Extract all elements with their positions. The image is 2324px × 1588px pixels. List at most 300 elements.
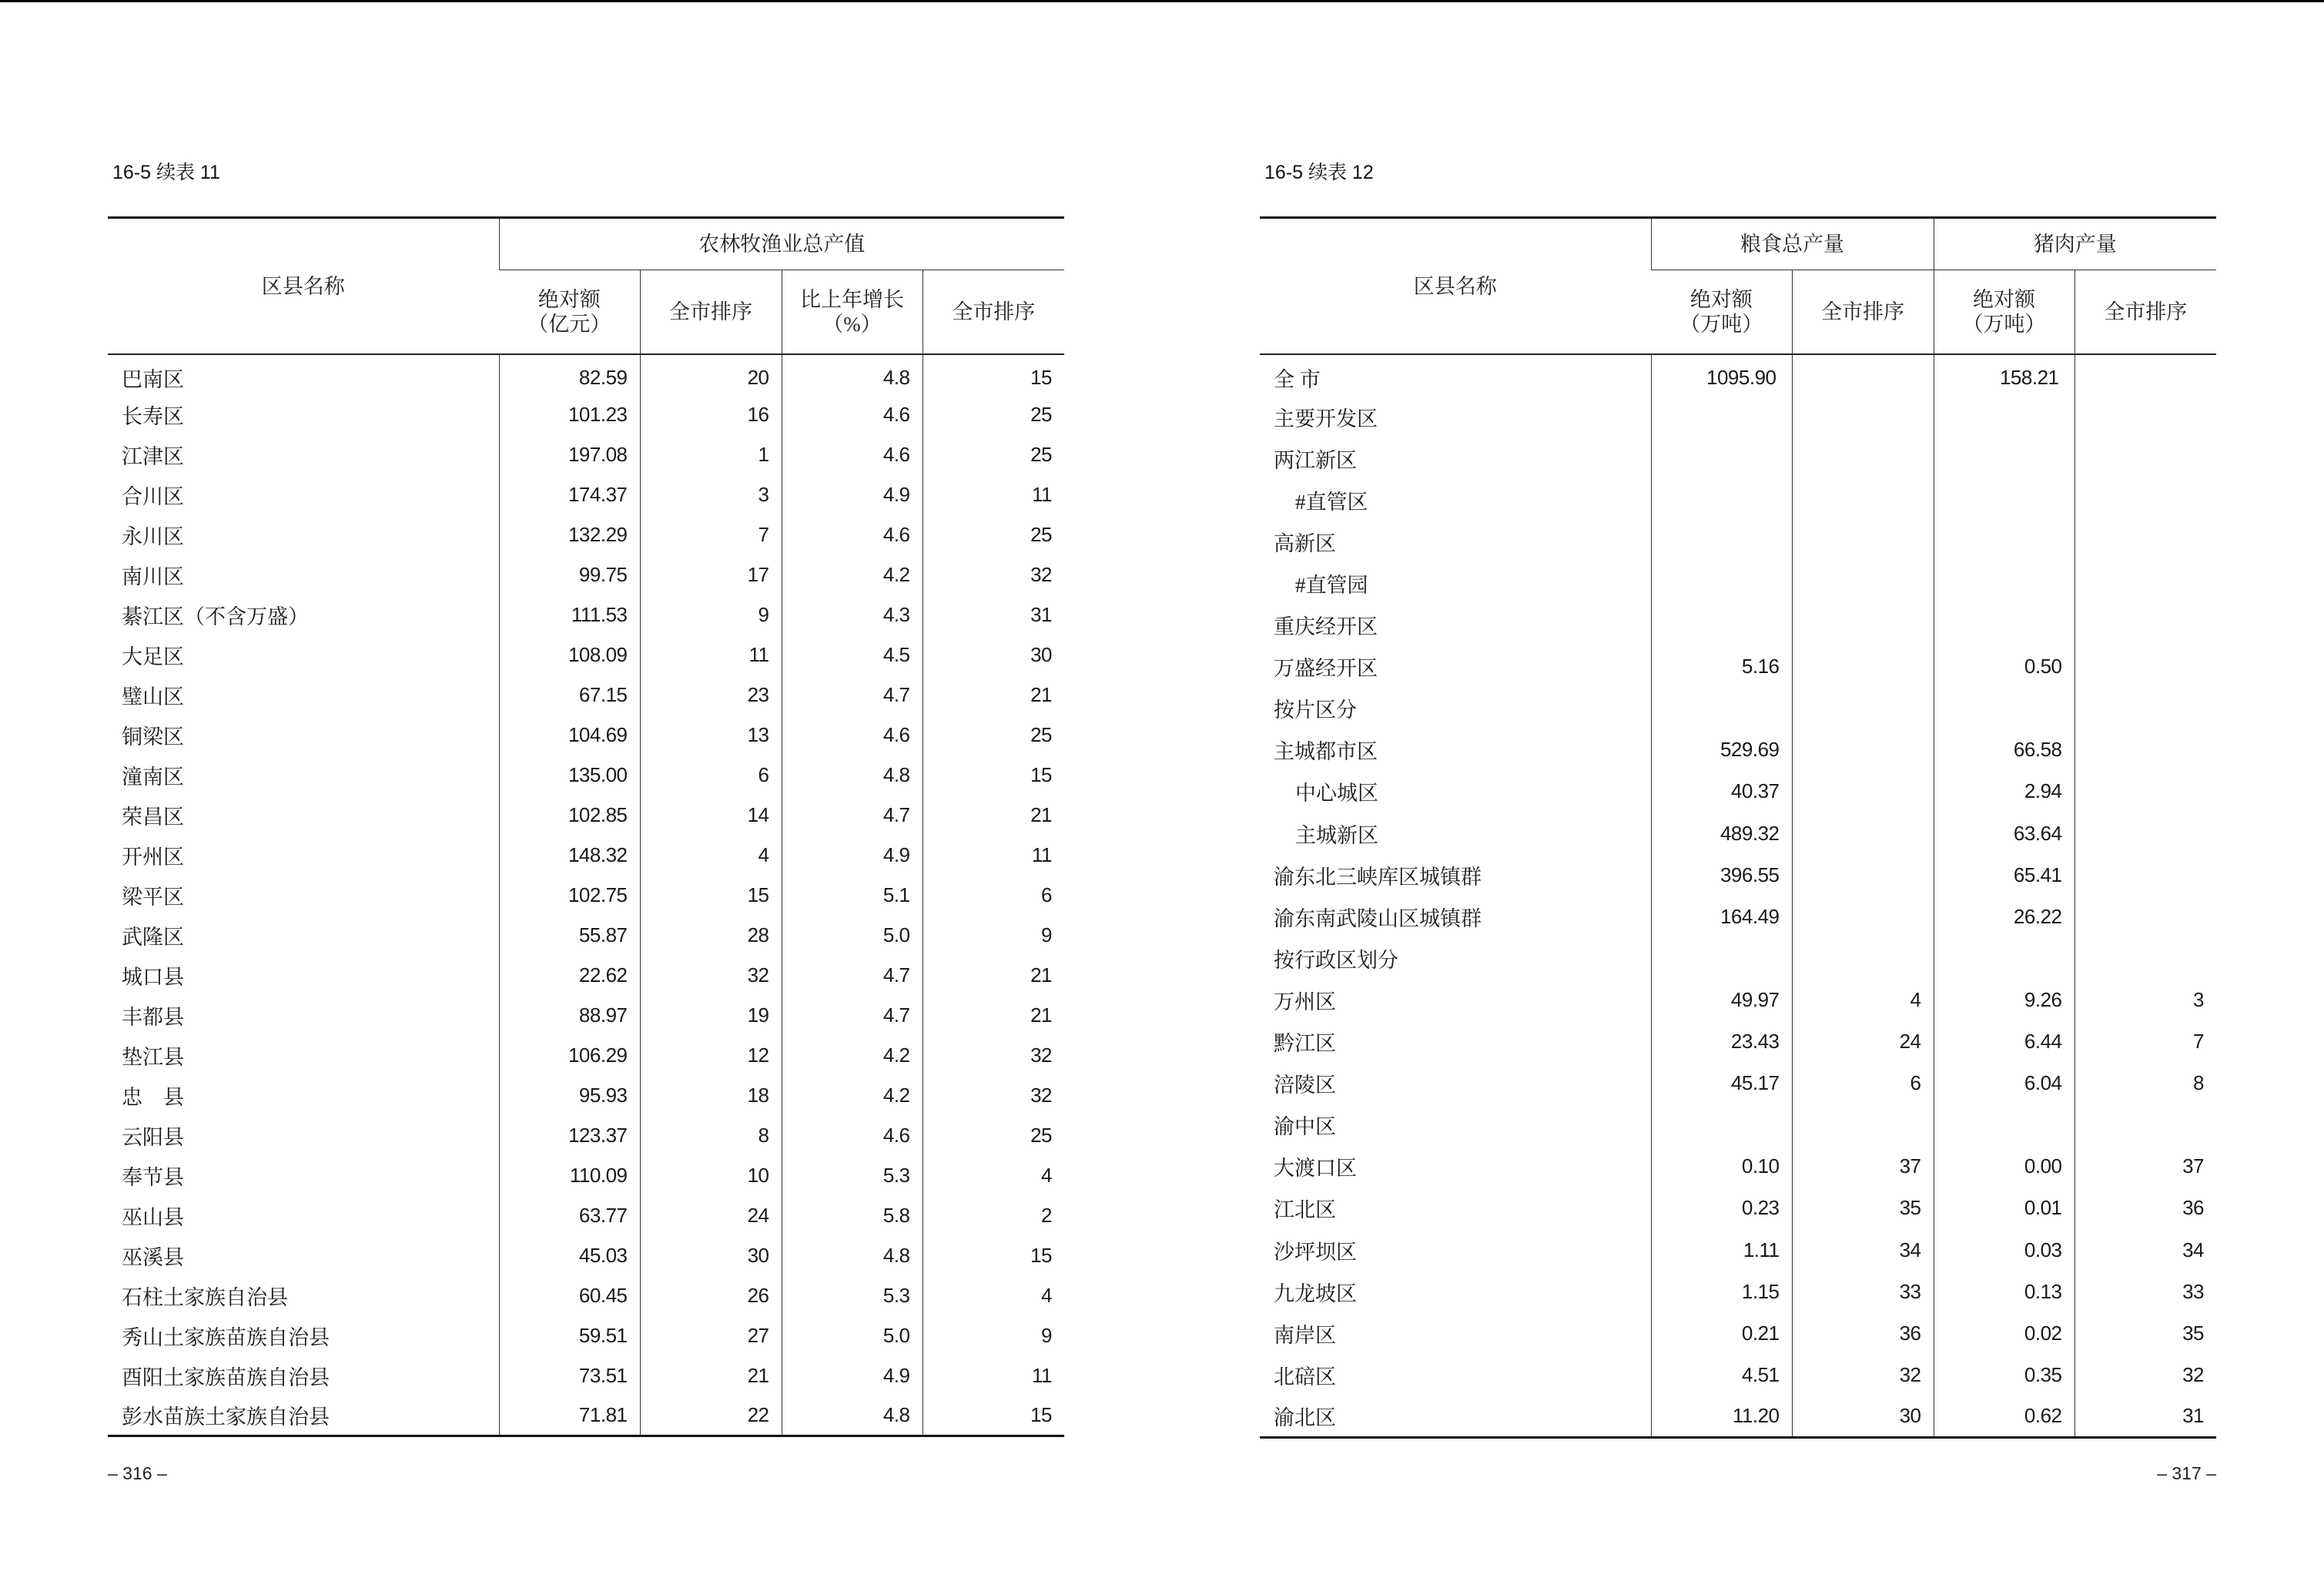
grain-output-cell — [1651, 479, 1792, 521]
table-row — [108, 434, 1064, 474]
district-name-cell: 渝东南武陵山区城镇群 — [1274, 906, 1482, 930]
district-name-cell: 大足区 — [122, 645, 184, 668]
growth-rank-cell: 15 — [923, 755, 1064, 795]
output-value-cell: 60.45 — [499, 1275, 640, 1315]
district-name-cell: 荣昌区 — [122, 805, 184, 829]
growth-rate-cell: 5.0 — [782, 915, 923, 955]
district-name-cell: 梁平区 — [122, 885, 184, 909]
output-value-cell: 110.09 — [499, 1155, 640, 1195]
table-row — [108, 635, 1064, 675]
grain-rank-cell — [1792, 1104, 1934, 1146]
grain-output-cell: 489.32 — [1651, 812, 1792, 854]
value-rank-cell: 32 — [640, 955, 782, 995]
table-row — [108, 835, 1064, 875]
value-rank-cell: 24 — [640, 1195, 782, 1235]
growth-rank-cell: 21 — [923, 795, 1064, 835]
value-rank-cell: 15 — [640, 875, 782, 915]
pork-rank-cell: 31 — [2075, 1395, 2216, 1437]
grain-output-cell: 45.17 — [1651, 1063, 1792, 1104]
pork-output-cell: 6.04 — [1934, 1063, 2075, 1104]
grain-output-cell: 164.49 — [1651, 896, 1792, 937]
column-header-absolute: 绝对额 （万吨） — [1934, 270, 2075, 355]
table-row — [1260, 1312, 2216, 1354]
output-value-cell: 59.51 — [499, 1315, 640, 1355]
pork-output-cell — [1934, 479, 2075, 521]
grain-output-cell: 40.37 — [1651, 771, 1792, 812]
grain-output-cell: 0.21 — [1651, 1312, 1792, 1354]
growth-rate-cell: 4.7 — [782, 995, 923, 1035]
growth-rate-cell: 4.9 — [782, 835, 923, 875]
district-name-cell: 按行政区划分 — [1274, 948, 1398, 972]
grain-output-cell: 396.55 — [1651, 854, 1792, 896]
district-name-cell: 奉节县 — [122, 1165, 184, 1189]
output-value-cell: 67.15 — [499, 675, 640, 715]
district-name-cell: 万盛经开区 — [1274, 657, 1378, 681]
growth-rank-cell: 9 — [923, 915, 1064, 955]
table-row — [1260, 771, 2216, 812]
grain-rank-cell — [1792, 605, 1934, 646]
pork-rank-cell — [2075, 771, 2216, 812]
pork-output-cell: 9.26 — [1934, 979, 2075, 1020]
growth-rate-cell: 4.2 — [782, 554, 923, 595]
value-rank-cell: 20 — [640, 354, 782, 394]
grain-output-cell: 1.15 — [1651, 1271, 1792, 1312]
value-rank-cell: 6 — [640, 755, 782, 795]
table-row — [1260, 937, 2216, 979]
table-row — [108, 795, 1064, 835]
output-value-cell: 132.29 — [499, 514, 640, 554]
value-rank-cell: 11 — [640, 635, 782, 675]
grain-output-cell — [1651, 437, 1792, 479]
value-rank-cell: 17 — [640, 554, 782, 595]
column-header-rank: 全市排序 — [640, 270, 782, 355]
output-value-cell: 95.93 — [499, 1075, 640, 1115]
district-name-cell: 大渡口区 — [1274, 1157, 1357, 1181]
district-name-cell: 合川区 — [122, 484, 184, 508]
grain-output-cell: 529.69 — [1651, 729, 1792, 771]
output-value-cell: 82.59 — [499, 354, 640, 394]
pork-output-cell: 6.44 — [1934, 1021, 2075, 1063]
district-name-cell: 南岸区 — [1274, 1323, 1336, 1347]
growth-rank-cell: 30 — [923, 635, 1064, 675]
grain-rank-cell — [1792, 479, 1934, 521]
district-name-cell: 江津区 — [122, 444, 184, 468]
table-row — [1260, 479, 2216, 521]
table-row — [108, 354, 1064, 394]
grain-output-cell: 1.11 — [1651, 1229, 1792, 1271]
grain-rank-cell — [1792, 396, 1934, 437]
growth-rank-cell: 4 — [923, 1155, 1064, 1195]
grain-output-cell: 4.51 — [1651, 1354, 1792, 1395]
column-group-header-grain: 粮食总产量 — [1651, 218, 1934, 270]
pork-output-cell: 0.02 — [1934, 1312, 2075, 1354]
pork-output-cell: 0.01 — [1934, 1188, 2075, 1229]
pork-rank-cell: 36 — [2075, 1188, 2216, 1229]
table-row — [108, 394, 1064, 434]
pork-output-cell: 0.13 — [1934, 1271, 2075, 1312]
value-rank-cell: 1 — [640, 434, 782, 474]
table-row — [1260, 1146, 2216, 1188]
table-row — [108, 595, 1064, 635]
pork-rank-cell: 3 — [2075, 979, 2216, 1020]
table-row — [108, 514, 1064, 554]
value-rank-cell: 28 — [640, 915, 782, 955]
district-name-cell: 主城新区 — [1295, 823, 1378, 847]
growth-rank-cell: 25 — [923, 514, 1064, 554]
pork-rank-cell: 33 — [2075, 1271, 2216, 1312]
table-row — [108, 474, 1064, 514]
value-rank-cell: 19 — [640, 995, 782, 1035]
district-name-cell: 主要开发区 — [1274, 407, 1378, 431]
district-name-cell: 渝北区 — [1274, 1406, 1336, 1430]
table-row — [108, 875, 1064, 915]
district-name-cell: 两江新区 — [1274, 448, 1357, 472]
output-value-cell: 73.51 — [499, 1355, 640, 1395]
growth-rate-cell: 4.5 — [782, 635, 923, 675]
grain-rank-cell: 36 — [1792, 1312, 1934, 1354]
growth-rank-cell: 31 — [923, 595, 1064, 635]
growth-rate-cell: 4.8 — [782, 755, 923, 795]
output-value-cell: 22.62 — [499, 955, 640, 995]
growth-rank-cell: 32 — [923, 1035, 1064, 1075]
district-name-cell: 长寿区 — [122, 404, 184, 428]
grain-rank-cell — [1792, 896, 1934, 937]
output-value-cell: 148.32 — [499, 835, 640, 875]
grain-output-cell: 0.10 — [1651, 1146, 1792, 1188]
pork-output-cell — [1934, 688, 2075, 729]
growth-rate-cell: 4.6 — [782, 1115, 923, 1155]
pork-rank-cell — [2075, 562, 2216, 604]
growth-rate-cell: 4.7 — [782, 795, 923, 835]
column-group-header: 农林牧渔业总产值 — [499, 218, 1064, 270]
growth-rank-cell: 15 — [923, 354, 1064, 394]
output-value-cell: 101.23 — [499, 394, 640, 434]
district-name-cell: 酉阳土家族苗族自治县 — [122, 1365, 330, 1389]
output-value-cell: 104.69 — [499, 715, 640, 755]
district-name-cell: 巫山县 — [122, 1205, 184, 1229]
column-header-rank: 全市排序 — [923, 270, 1064, 355]
value-rank-cell: 30 — [640, 1235, 782, 1275]
pork-rank-cell — [2075, 812, 2216, 854]
pork-rank-cell — [2075, 479, 2216, 521]
district-name-cell: 武隆区 — [122, 925, 184, 949]
grain-output-cell: 0.23 — [1651, 1188, 1792, 1229]
table-row — [1260, 729, 2216, 771]
grain-rank-cell: 37 — [1792, 1146, 1934, 1188]
grain-rank-cell: 33 — [1792, 1271, 1934, 1312]
district-name-cell: 重庆经开区 — [1274, 615, 1378, 639]
table-row — [1260, 437, 2216, 479]
table-row — [108, 915, 1064, 955]
growth-rank-cell: 4 — [923, 1275, 1064, 1315]
growth-rank-cell: 6 — [923, 875, 1064, 915]
table-row — [1260, 1271, 2216, 1312]
pork-output-cell: 0.50 — [1934, 646, 2075, 688]
district-name-cell: 按片区分 — [1274, 699, 1357, 722]
table-row — [1260, 521, 2216, 562]
pork-rank-cell — [2075, 354, 2216, 396]
output-value-cell: 135.00 — [499, 755, 640, 795]
table-row — [1260, 688, 2216, 729]
growth-rate-cell: 4.2 — [782, 1035, 923, 1075]
district-name-cell: 潼南区 — [122, 765, 184, 789]
growth-rank-cell: 32 — [923, 554, 1064, 595]
district-name-cell: 中心城区 — [1295, 782, 1378, 806]
column-header-district: 区县名称 — [1413, 274, 1497, 298]
pork-output-cell — [1934, 605, 2075, 646]
pork-rank-cell — [2075, 896, 2216, 937]
output-value-cell: 102.85 — [499, 795, 640, 835]
growth-rank-cell: 9 — [923, 1315, 1064, 1355]
pork-rank-cell: 34 — [2075, 1229, 2216, 1271]
table-row — [108, 1315, 1064, 1355]
grain-rank-cell — [1792, 854, 1934, 896]
value-rank-cell: 8 — [640, 1115, 782, 1155]
table-body — [1260, 354, 2216, 1437]
column-header-absolute: 绝对额 （万吨） — [1679, 288, 1763, 336]
district-name-cell: 江北区 — [1274, 1198, 1336, 1222]
value-rank-cell: 16 — [640, 394, 782, 434]
growth-rate-cell: 4.8 — [782, 1395, 923, 1436]
grain-output-cell: 11.20 — [1651, 1395, 1792, 1437]
pork-rank-cell — [2075, 854, 2216, 896]
grain-output-cell — [1651, 521, 1792, 562]
growth-rate-cell: 5.1 — [782, 875, 923, 915]
table-row — [108, 995, 1064, 1035]
pork-rank-cell — [2075, 437, 2216, 479]
grain-rank-cell — [1792, 937, 1934, 979]
district-name-cell: 主城都市区 — [1274, 740, 1378, 764]
district-name-cell: 丰都县 — [122, 1005, 184, 1029]
grain-pork-table — [1260, 216, 2216, 1439]
table-row — [1260, 1395, 2216, 1437]
table-row — [108, 955, 1064, 995]
growth-rank-cell: 11 — [923, 1355, 1064, 1395]
pork-output-cell — [1934, 437, 2075, 479]
grain-rank-cell: 35 — [1792, 1188, 1934, 1229]
district-name-cell: 巴南区 — [122, 368, 184, 391]
value-rank-cell: 7 — [640, 514, 782, 554]
table-row — [108, 1235, 1064, 1275]
output-value-cell: 55.87 — [499, 915, 640, 955]
growth-rate-cell: 5.3 — [782, 1155, 923, 1195]
value-rank-cell: 14 — [640, 795, 782, 835]
pork-rank-cell — [2075, 646, 2216, 688]
pork-rank-cell — [2075, 729, 2216, 771]
table-row — [1260, 1188, 2216, 1229]
pork-output-cell — [1934, 521, 2075, 562]
grain-output-cell — [1651, 937, 1792, 979]
growth-rank-cell: 2 — [923, 1195, 1064, 1235]
growth-rate-cell: 4.6 — [782, 394, 923, 434]
table-body — [108, 354, 1064, 1436]
grain-rank-cell: 4 — [1792, 979, 1934, 1020]
grain-rank-cell — [1792, 812, 1934, 854]
grain-rank-cell: 34 — [1792, 1229, 1934, 1271]
district-name-cell: 城口县 — [122, 965, 184, 989]
growth-rate-cell: 4.8 — [782, 1235, 923, 1275]
grain-rank-cell — [1792, 437, 1934, 479]
district-name-cell: 彭水苗族土家族自治县 — [122, 1405, 330, 1429]
pork-output-cell — [1934, 1104, 2075, 1146]
district-name-cell: #直管园 — [1295, 574, 1368, 598]
table-row — [1260, 1063, 2216, 1104]
grain-output-cell — [1651, 1104, 1792, 1146]
pork-rank-cell: 32 — [2075, 1354, 2216, 1395]
growth-rank-cell: 21 — [923, 955, 1064, 995]
district-name-cell: 石柱土家族自治县 — [122, 1285, 288, 1309]
growth-rank-cell: 32 — [923, 1075, 1064, 1115]
table-row — [1260, 854, 2216, 896]
pork-output-cell: 0.62 — [1934, 1395, 2075, 1437]
grain-rank-cell: 24 — [1792, 1021, 1934, 1063]
value-rank-cell: 3 — [640, 474, 782, 514]
grain-output-cell — [1651, 396, 1792, 437]
table-row — [1260, 1104, 2216, 1146]
grain-rank-cell — [1792, 688, 1934, 729]
pork-output-cell: 63.64 — [1934, 812, 2075, 854]
table-row — [1260, 896, 2216, 937]
growth-rate-cell: 4.2 — [782, 1075, 923, 1115]
grain-output-cell — [1651, 605, 1792, 646]
column-header-rank: 全市排序 — [1792, 270, 1934, 355]
value-rank-cell: 13 — [640, 715, 782, 755]
pork-rank-cell: 7 — [2075, 1021, 2216, 1063]
table-row — [1260, 354, 2216, 396]
growth-rank-cell: 11 — [923, 474, 1064, 514]
growth-rank-cell: 15 — [923, 1235, 1064, 1275]
page-number: – 317 – — [2157, 1463, 2216, 1483]
grain-rank-cell — [1792, 646, 1934, 688]
growth-rank-cell: 21 — [923, 675, 1064, 715]
output-value-cell: 71.81 — [499, 1395, 640, 1436]
district-name-cell: 渝中区 — [1274, 1115, 1336, 1139]
pork-rank-cell — [2075, 605, 2216, 646]
grain-output-cell: 23.43 — [1651, 1021, 1792, 1063]
value-rank-cell: 18 — [640, 1075, 782, 1115]
left-page — [108, 0, 1064, 1588]
table-row — [1260, 646, 2216, 688]
district-name-cell: 渝东北三峡库区城镇群 — [1274, 865, 1482, 889]
output-value-table — [108, 216, 1064, 1437]
output-value-cell: 108.09 — [499, 635, 640, 675]
growth-rate-cell: 5.0 — [782, 1315, 923, 1355]
value-rank-cell: 4 — [640, 835, 782, 875]
grain-rank-cell: 6 — [1792, 1063, 1934, 1104]
pork-rank-cell: 8 — [2075, 1063, 2216, 1104]
growth-rank-cell: 11 — [923, 835, 1064, 875]
output-value-cell: 102.75 — [499, 875, 640, 915]
district-name-cell: 九龙坡区 — [1274, 1281, 1357, 1305]
pork-output-cell: 66.58 — [1934, 729, 2075, 771]
pork-output-cell — [1934, 937, 2075, 979]
district-name-cell: 开州区 — [122, 845, 184, 869]
value-rank-cell: 12 — [640, 1035, 782, 1075]
grain-rank-cell: 32 — [1792, 1354, 1934, 1395]
table-row — [1260, 1021, 2216, 1063]
district-name-cell: 铜梁区 — [122, 725, 184, 749]
table-row — [108, 554, 1064, 595]
table-caption: 16-5 续表 12 — [1264, 162, 1374, 183]
pork-rank-cell — [2075, 937, 2216, 979]
table-row — [108, 1275, 1064, 1315]
table-row — [1260, 396, 2216, 437]
grain-output-cell: 49.97 — [1651, 979, 1792, 1020]
pork-output-cell: 2.94 — [1934, 771, 2075, 812]
district-name-cell: 北碚区 — [1274, 1365, 1336, 1389]
table-row — [1260, 979, 2216, 1020]
value-rank-cell: 27 — [640, 1315, 782, 1355]
district-name-cell: 永川区 — [122, 524, 184, 548]
grain-rank-cell — [1792, 771, 1934, 812]
grain-rank-cell — [1792, 521, 1934, 562]
growth-rank-cell: 25 — [923, 715, 1064, 755]
pork-output-cell — [1934, 396, 2075, 437]
growth-rate-cell: 4.7 — [782, 675, 923, 715]
growth-rank-cell: 15 — [923, 1395, 1064, 1436]
output-value-cell: 197.08 — [499, 434, 640, 474]
growth-rate-cell: 4.8 — [782, 354, 923, 394]
district-name-cell: 秀山土家族苗族自治县 — [122, 1325, 330, 1349]
pork-output-cell: 65.41 — [1934, 854, 2075, 896]
district-name-cell: 高新区 — [1274, 531, 1336, 555]
grain-rank-cell — [1792, 729, 1934, 771]
growth-rank-cell: 21 — [923, 995, 1064, 1035]
output-value-cell: 88.97 — [499, 995, 640, 1035]
growth-rate-cell: 4.9 — [782, 474, 923, 514]
table-row — [108, 1035, 1064, 1075]
output-value-cell: 174.37 — [499, 474, 640, 514]
pork-output-cell — [1934, 562, 2075, 604]
table-row — [1260, 1229, 2216, 1271]
pork-output-cell: 0.03 — [1934, 1229, 2075, 1271]
table-caption: 16-5 续表 11 — [112, 162, 220, 183]
grain-rank-cell — [1792, 354, 1934, 396]
value-rank-cell: 23 — [640, 675, 782, 715]
table-row — [108, 1155, 1064, 1195]
table-row — [108, 1195, 1064, 1235]
growth-rate-cell: 4.6 — [782, 514, 923, 554]
growth-rank-cell: 25 — [923, 434, 1064, 474]
growth-rate-cell: 4.3 — [782, 595, 923, 635]
value-rank-cell: 10 — [640, 1155, 782, 1195]
district-name-cell: 垫江县 — [122, 1045, 184, 1069]
pork-output-cell: 158.21 — [1934, 354, 2075, 396]
grain-rank-cell: 30 — [1792, 1395, 1934, 1437]
table-row — [108, 715, 1064, 755]
pork-rank-cell — [2075, 521, 2216, 562]
table-row — [1260, 605, 2216, 646]
page-number: – 316 – — [108, 1463, 167, 1483]
district-name-cell: 忠 县 — [122, 1085, 184, 1109]
output-value-cell: 106.29 — [499, 1035, 640, 1075]
output-value-cell: 45.03 — [499, 1235, 640, 1275]
pork-rank-cell — [2075, 688, 2216, 729]
growth-rank-cell: 25 — [923, 1115, 1064, 1155]
column-header-district: 区县名称 — [261, 274, 345, 298]
table-row — [1260, 812, 2216, 854]
table-row — [108, 755, 1064, 795]
growth-rate-cell: 4.7 — [782, 955, 923, 995]
district-name-cell: #直管区 — [1295, 490, 1368, 514]
column-header-rank: 全市排序 — [2075, 270, 2216, 355]
grain-output-cell: 5.16 — [1651, 646, 1792, 688]
pork-output-cell: 26.22 — [1934, 896, 2075, 937]
district-name-cell: 万州区 — [1274, 990, 1336, 1013]
output-value-cell: 123.37 — [499, 1115, 640, 1155]
district-name-cell: 南川区 — [122, 565, 184, 588]
district-name-cell: 黔江区 — [1274, 1032, 1336, 1056]
